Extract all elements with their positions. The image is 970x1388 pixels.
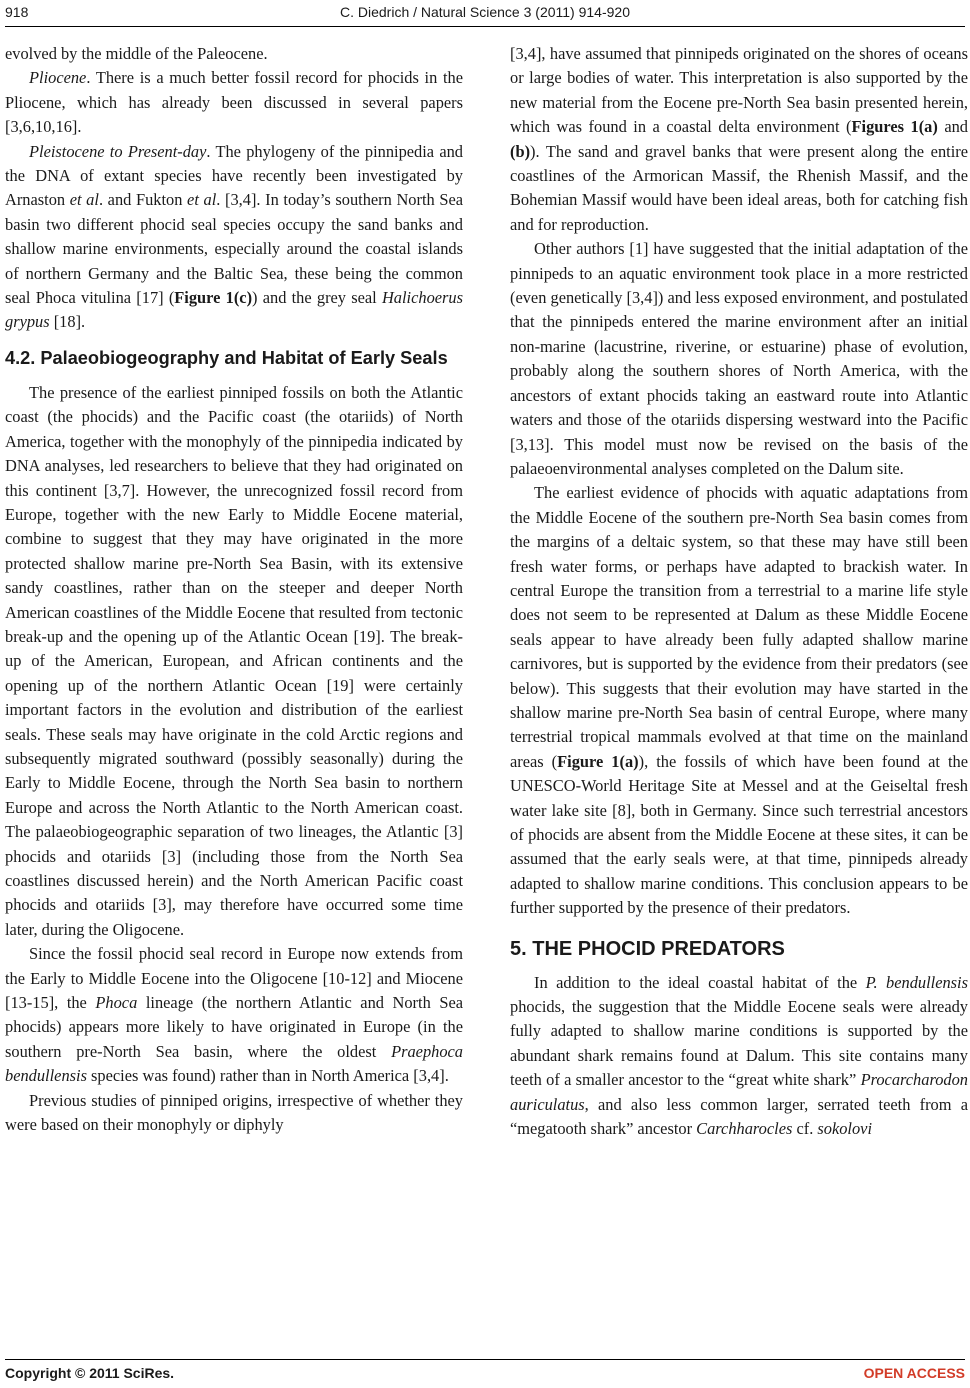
header-rule	[5, 26, 965, 27]
species-name: sokolovi	[817, 1119, 873, 1139]
figure-reference: Figure 1(c)	[174, 288, 253, 308]
right-column	[510, 42, 968, 1141]
paragraph: Other authors [1] have suggested that the initial adaptation of the pinnipeds to an aquatic environment took place in a more restricted (even genetically [3,4]) and less exposed environment, and postulated that the pinnipeds entered the marine environment after an initial non-marine (lacustrine, riverine, or estuarine) phase of evolution, probably along the southern shores of North America, with the ancestors of extant phocids taking an eastward route into Atlantic waters and those of the otariids dispersing westward into the Pacific [3,13]. This model must now be revised on the basis of the palaeoenvironmental analyses completed on the Dalum site.	[510, 239, 968, 478]
paragraph: [3,4], have assumed that pinnipeds originated on the shores of oceans or large bodies of water. This interpretation is also supported by the new material from the Eocene pre-North Sea basin presented herein, which was found in a coastal delta environment (Figures 1(a) and (b)). The sand and gravel banks that were present along the entire coastlines of the Armorican Massif, the Rhenish Massif, and the Bohemian Massif would have been ideal areas, both for catching fish and for reproduction.	[510, 44, 968, 234]
footer-rule	[5, 1359, 965, 1360]
paragraph: Pleistocene to Present-day. The phylogeny of the pinnipedia and the DNA of extant species have recently been investigated by Arnaston et al. and Fukton et al. [3,4]. In today’s southern North Sea basin two different phocid seal species occupy the sand banks and shallow marine environments, especially around the coastal islands of northern Germany and the Baltic Sea, these being the common seal Phoca vitulina [17] (Figure 1(c)) and the grey seal Halichoerus grypus [18].	[5, 141, 463, 332]
page-header	[0, 4, 970, 24]
species-name: Carchharocles	[696, 1119, 793, 1139]
paragraph: The presence of the earliest pinniped fossils on both the Atlantic coast (the phocids) and the Pacific coast (the otariids) of North America, together with the monophyly of the pinnipedia indicated by DNA analyses, led researchers to believe that they had originated on this continent [3,7]. However, the unrecognized fossil record from Europe, together with the new Early to Middle Eocene material, combine to suggest that they may have originated in the more protected shallow marine pre-North Sea Basin, with its extensive sandy coastlines, rather than on the steeper and deeper North American coastlines of the Middle Eocene that resulted from tectonic break-up and the opening up of the Atlantic Ocean [19]. The break-up of the American, European, and African continents and the opening up of the northern Atlantic Ocean [19] were certainly important factors in the evolution and distribution of the earliest seals. These seals may have originate in the cold Arctic regions and subsequently migrated southward (possibly seasonally) during the Early to Middle Eocene, through the North Sea basin to northern Europe and across the North Atlantic to the North American coast. The palaeobiogeographic separation of two lineages, the Atlantic [3] phocids and otariids [3] (including those from the North Sea coastlines discussed herein) and the North American Pacific coast phocids and otariids [3], may therefore have occurred some time later, during the Oligocene.	[5, 382, 463, 939]
paragraph: Previous studies of pinniped origins, irrespective of whether they were based on their monophyly or diphyly	[5, 1090, 463, 1135]
copyright-notice: Copyright © 2011 SciRes.	[5, 1365, 175, 1381]
paragraph: Pliocene. There is a much better fossil record for phocids in the Pliocene, which has already been discussed in several papers [3,6,10,16].	[5, 68, 463, 137]
species-name: P. bendullensis	[865, 972, 968, 992]
running-title: C. Diedrich / Natural Science 3 (2011) 914-920	[339, 4, 630, 20]
species-name: Praephoca bendullensis	[5, 1041, 463, 1086]
section-heading: 5. THE PHOCID PREDATORS	[510, 937, 785, 960]
species-name: Halichoerus grypus	[5, 288, 463, 332]
species-name: Procarcharodon auriculatus	[510, 1070, 968, 1114]
figure-reference: (b)	[510, 141, 531, 161]
paragraph: Since the fossil phocid seal record in Europe now extends from the Early to Middle Eocene into the Oligocene [10-12] and Miocene [13-15], the Phoca lineage (the northern Atlantic and North Sea phocids) appears more likely to have originated in Europe (in the southern pre-North Sea basin, where the oldest Praephoca bendullensis species was found) rather than in North America [3,4].	[5, 944, 463, 1086]
paragraph: In addition to the ideal coastal habitat of the P. bendullensis phocids, the suggestion that the Middle Eocene seals were already fully adapted to shallow marine conditions is supported by the abundant shark remains found at Dalum. This site contains many teeth of a smaller ancestor to the “great white shark” Procarcharodon auriculatus, and also less common larger, serrated teeth from a “megatooth shark” ancestor Carchharocles cf. sokolovi	[510, 972, 968, 1139]
open-access-label: OPEN ACCESS	[863, 1365, 965, 1381]
paragraph-label: Pliocene	[29, 68, 87, 88]
paragraph: The earliest evidence of phocids with aquatic adaptations from the Middle Eocene of the southern pre-North Sea basin comes from the margins of a deltaic system, so that these may have still been fresh water forms, or perhaps have adapted to brackish water. In central Europe the transition from a terrestrial to a marine life style does not seem to be represented at Dalum as these Middle Eocene seals appear to have already been fully adapted shallow marine carnivores, but is supported by the evidence from their predators (see below). This suggests that their evolution may have started in the shallow marine pre-North Sea basin of central Europe, where many terrestrial tropical mammals evolved at that time on the mainland areas (Figure 1(a)), the fossils of which have been found at the UNESCO-World Heritage Site at Messel and at the Geiseltal fresh water lake site [8], both in Germany. Since such terrestrial ancestors of phocids are absent from the Middle Eocene at these sites, it can be assumed that the early seals were, at that time, pinnipeds already adapted to shallow marine conditions. This conclusion appears to be further supported by the presence of their predators.	[510, 483, 968, 918]
section-heading: 4.2. Palaeobiogeography and Habitat of Early Seals	[5, 347, 448, 368]
paragraph-label: Pleistocene to Present-day	[29, 141, 207, 161]
page-number: 918	[5, 4, 29, 20]
genus-name: Phoca	[95, 993, 138, 1013]
figure-reference: Figures 1(a)	[851, 117, 938, 137]
figure-reference: Figure 1(a)	[557, 751, 639, 771]
paragraph: evolved by the middle of the Paleocene.	[5, 44, 268, 63]
left-column	[5, 42, 463, 1137]
